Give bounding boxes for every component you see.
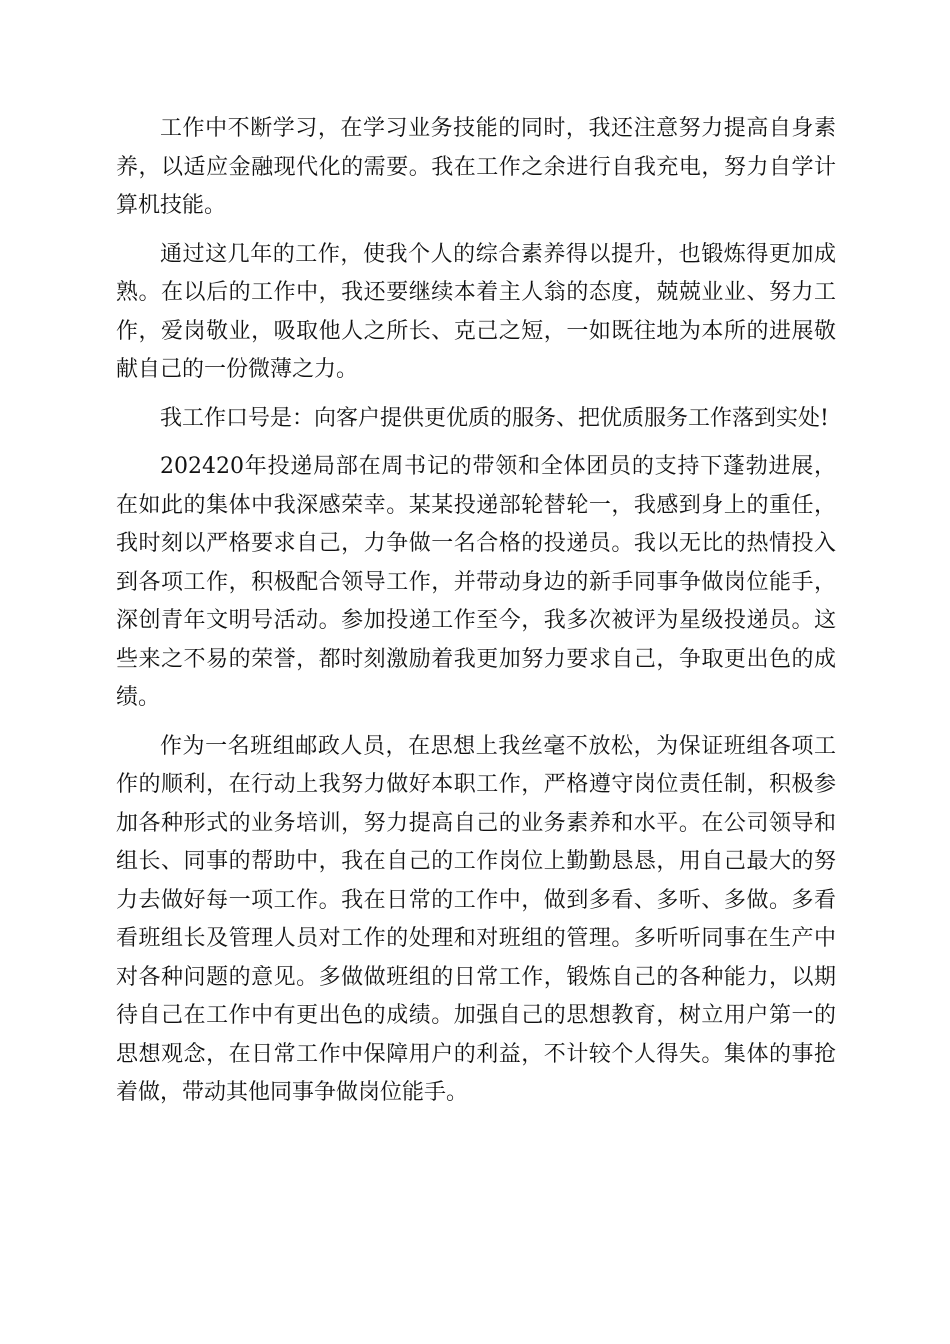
paragraph-4: 202420年投递局部在周书记的带领和全体团员的支持下蓬勃进展，在如此的集体中我深感荣幸。某某投递部轮替轮一，我感到身上的重任，我时刻以严格要求自己，力争做一名合格的投递员。我以无比的热情投入到各项工作，积极配合领导工作，并带动身边的新手同事争做岗位能手，深创青年文明号活动。参加投递工作至今，我多次被评为星级投递员。这些来之不易的荣誉，都时刻激励着我更加努力要求自己，争取更出色的成绩。 — [116, 454, 836, 710]
paragraph-3: 我工作口号是：向客户提供更优质的服务、把优质服务工作落到实处! — [160, 405, 829, 431]
paragraph-2: 通过这几年的工作，使我个人的综合素养得以提升，也锻炼得更加成熟。在以后的工作中，我还要继续本着主人翁的态度，兢兢业业、努力工作，爱岗敬业，吸取他人之所长、克己之短，一如既往地为本所的进展敬献自己的一份微薄之力。 — [116, 241, 836, 382]
paragraph-5: 作为一名班组邮政人员，在思想上我丝毫不放松，为保证班组各项工作的顺利，在行动上我努力做好本职工作，严格遵守岗位责任制，积极参加各种形式的业务培训，努力提高自己的业务素养和水平。在公司领导和组长、同事的帮助中，我在自己的工作岗位上勤勤恳恳，用自己最大的努力去做好每一项工作。我在日常的工作中，做到多看、多听、多做。多看看班组长及管理人员对工作的处理和对班组的管理。多听听同事在生产中对各种问题的意见。多做做班组的日常工作，锻炼自己的各种能力，以期待自己在工作中有更出色的成绩。加强自己的思想教育，树立用户第一的思想观念，在日常工作中保障用户的利益，不计较个人得失。集体的事抢着做，带动其他同事争做岗位能手。 — [116, 733, 836, 1105]
document-body — [116, 110, 836, 1123]
paragraph-1: 工作中不断学习，在学习业务技能的同时，我还注意努力提高自身素养，以适应金融现代化的需要。我在工作之余进行自我充电，努力自学计算机技能。 — [116, 116, 836, 218]
